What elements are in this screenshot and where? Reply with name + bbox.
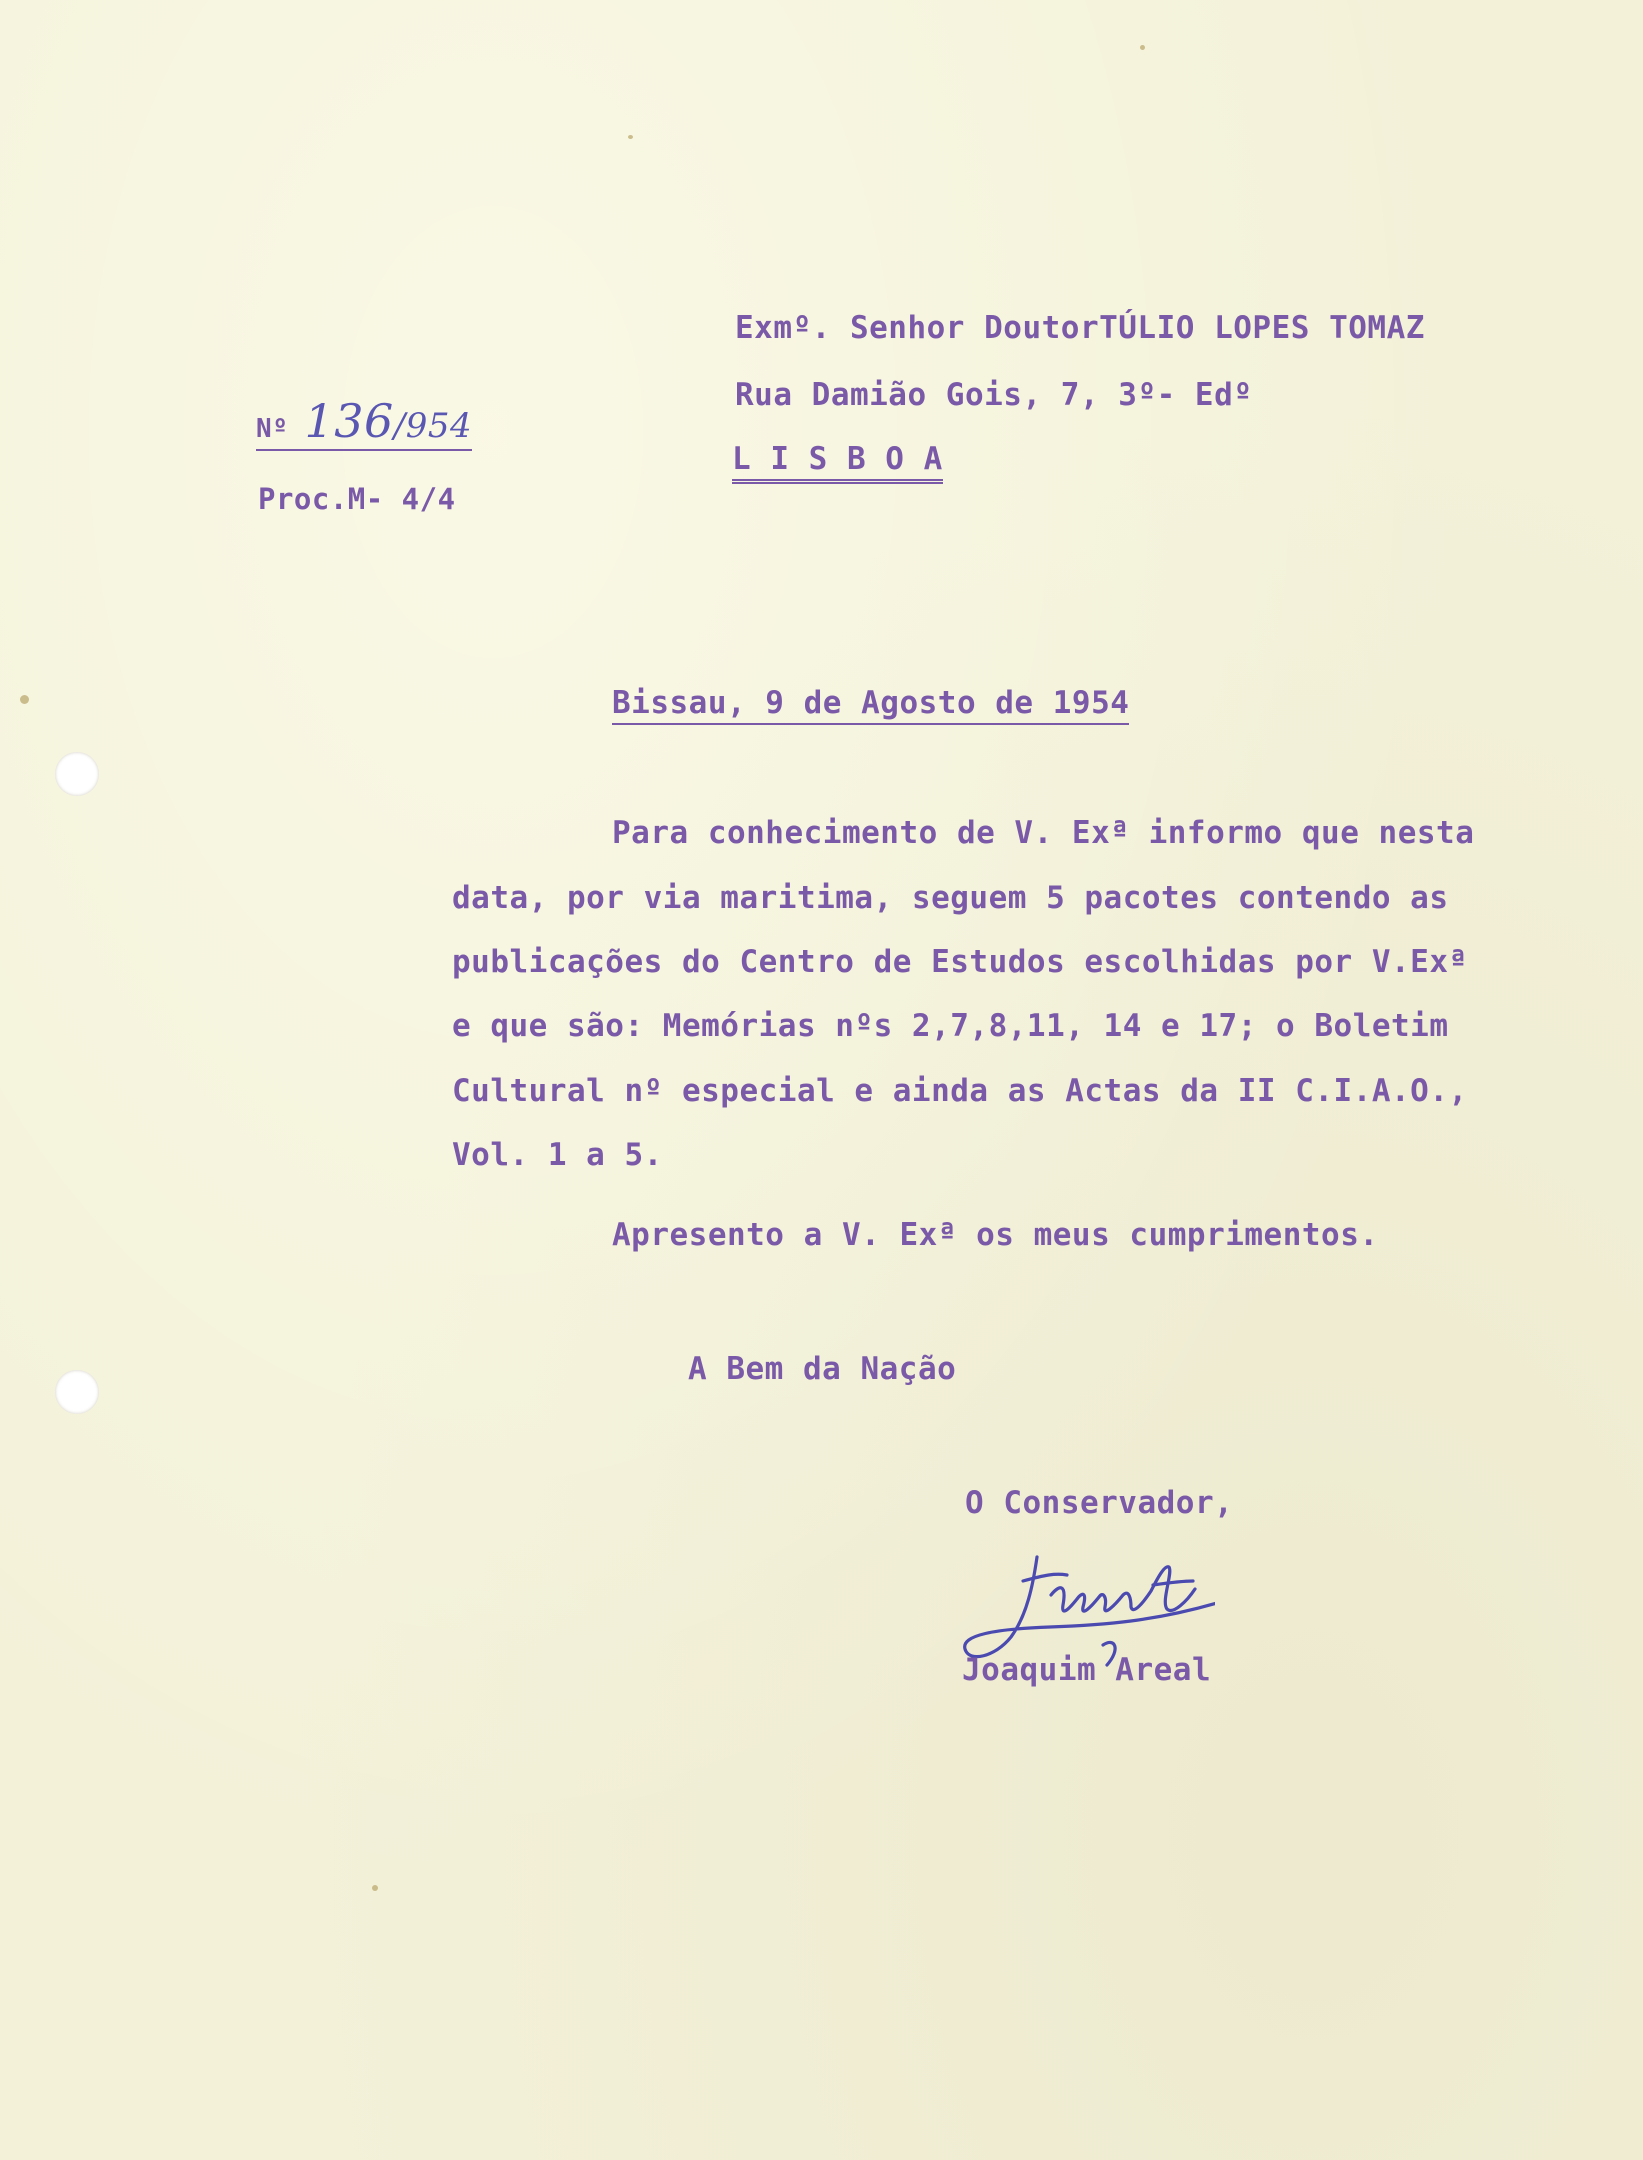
body-line: Cultural nº especial e ainda as Actas da II C.I.A.O., [452,1073,1468,1109]
body-line: Para conhecimento de V. Exª informo que nesta [612,815,1475,851]
date-line: Bissau, 9 de Agosto de 1954 [612,688,1129,725]
process-reference: Proc.M- 4/4 [258,482,456,516]
paper-speck [20,695,29,704]
motto: A Bem da Nação [688,1351,957,1387]
signatory-name: Joaquim Areal [962,1652,1212,1688]
body-line: data, por via maritima, seguem 5 pacotes contendo as [452,880,1449,916]
recipient-name: TÚLIO LOPES TOMAZ [1099,310,1425,346]
recipient-line-1 [735,310,1425,346]
signature-title: O Conservador, [965,1485,1234,1521]
recipient-address: Rua Damião Gois, 7, 3º- Edº [735,377,1253,413]
paper-speck [372,1885,378,1891]
body-line: Vol. 1 a 5. [452,1137,663,1173]
reference-number-year: /954 [393,406,473,446]
recipient-salutation: Exmº. Senhor Doutor [735,310,1100,346]
reference-number [256,394,473,448]
paper-speck [1140,45,1145,50]
punch-hole-top [55,752,99,796]
paper-speck [628,135,633,139]
body-line: e que são: Memórias nºs 2,7,8,11, 14 e 17; o Boletim [452,1008,1449,1044]
closing-line: Apresento a V. Exª os meus cumprimentos. [612,1217,1379,1253]
body-line: publicações do Centro de Estudos escolhidas por V.Exª [452,944,1468,980]
punch-hole-bottom [55,1370,99,1414]
letter-body [452,815,1572,1238]
recipient-city: L I S B O A [732,444,943,484]
reference-number-line [256,394,473,451]
reference-number-prefix: Nº [256,414,305,444]
reference-number-handwritten: 136 [304,394,394,448]
